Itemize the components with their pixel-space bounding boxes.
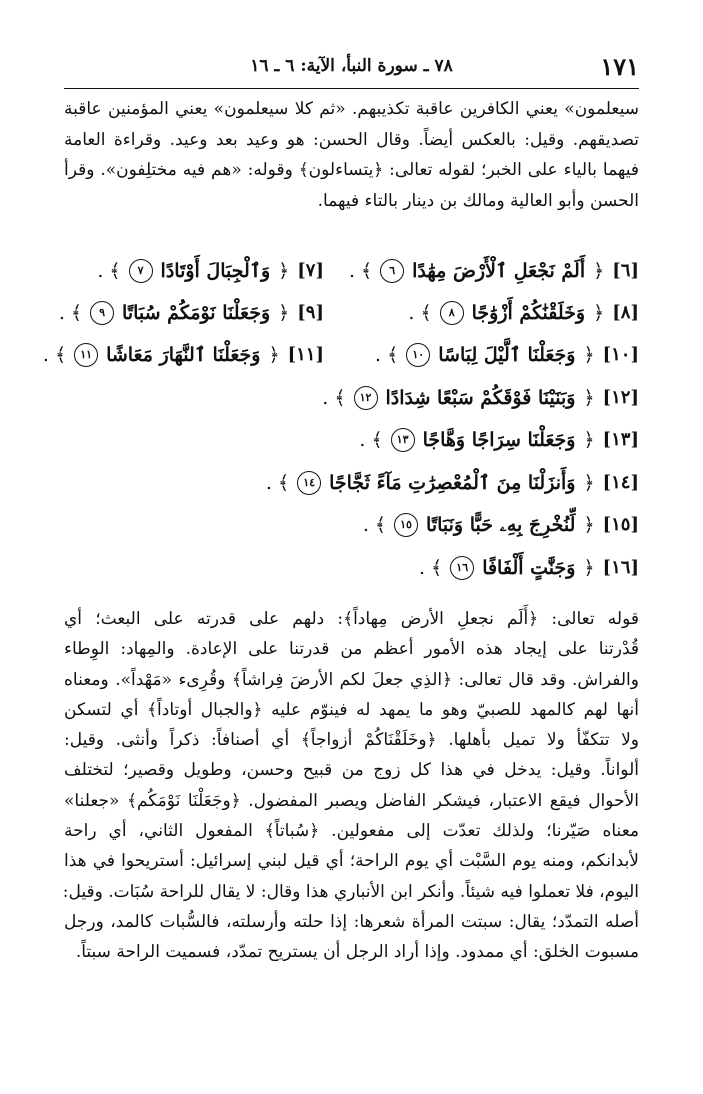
verse-text: وَخَلَقْنَٰكُمْ أَزْوَٰجًا bbox=[471, 302, 586, 324]
ayah-marker-icon: ٦ bbox=[380, 259, 404, 283]
open-bracket: ﴿ bbox=[583, 429, 595, 451]
close-bracket: ﴾ . bbox=[362, 514, 387, 536]
verse-6 bbox=[349, 256, 639, 286]
verse-text: وَجَعَلْنَا نَوْمَكُمْ سُبَاتًا bbox=[122, 302, 271, 324]
ayah-marker-icon: ٧ bbox=[129, 259, 153, 283]
verse-13 bbox=[359, 425, 639, 455]
verse-number: [١٣] bbox=[602, 429, 639, 450]
verse-text: وَأَنزَلْنَا مِنَ ٱلْمُعْصِرَٰتِ مَآءً ثَجَّاجًا bbox=[329, 472, 576, 494]
text-line: قُدْرتنا على إيجاد هذه الأمور أعظم من قدرتنا على الإعادة. والمِهاد: الوِطاء bbox=[64, 639, 639, 660]
text-line: تصديقهم. وقيل: بالعكس أيضاً. وقال الحسن: هو وعيد بعد وعيد. وقراءة العامة bbox=[64, 129, 639, 150]
ayah-marker-icon: ١٥ bbox=[394, 513, 418, 537]
page-number: ١٧١ bbox=[600, 52, 639, 81]
verse-number: [١٦] bbox=[602, 557, 639, 578]
verse-text: وَٱلْجِبَالَ أَوْتَادًا bbox=[160, 260, 271, 282]
close-bracket: ﴾ . bbox=[408, 302, 432, 324]
verse-text: وَجَعَلْنَا ٱلنَّهَارَ مَعَاشًا bbox=[106, 344, 261, 366]
text-line: ولا تتكفّأ ولا تميل بأهلها. ﴿وخَلَقْنَاكُمْ أزواجاً﴾ أي أصنافاً: ذكراً وأنثى. وقيل: bbox=[64, 730, 639, 751]
verse-14 bbox=[266, 468, 639, 498]
verse-number: [١٥] bbox=[602, 514, 639, 535]
text-line: اليوم، فلا تعملوا فيه شيئاً. وأنكر ابن الأنباري هذا وقال: لا يقال للراحة سُبَات. وقيل: bbox=[62, 881, 639, 902]
verse-10 bbox=[375, 340, 639, 370]
open-bracket: ﴿ bbox=[593, 302, 605, 324]
ayah-marker-icon: ١٠ bbox=[406, 343, 430, 367]
open-bracket: ﴿ bbox=[583, 344, 595, 366]
verse-number: [١٤] bbox=[602, 472, 639, 493]
verse-15 bbox=[363, 510, 639, 540]
text-line: الحسن وأبو العالية ومالك بن دينار بالتاء فيهما. bbox=[317, 190, 639, 211]
open-bracket: ﴿ bbox=[593, 260, 605, 282]
ayah-marker-icon: ١٦ bbox=[450, 556, 474, 580]
text-line: فيهما بالياء على الخبر؛ لقوله تعالى: ﴿يتساءلون﴾ وقوله: «هم فيه مختلِفون». وقرأ bbox=[64, 160, 639, 180]
close-bracket: ﴾ . bbox=[322, 387, 346, 409]
tafsir-paragraph bbox=[64, 604, 639, 968]
verses-block bbox=[42, 256, 639, 596]
text-line: قوله تعالى: ﴿أَلَم نجعلِ الأرض مِهاداً﴾: دلهم على قدرته على البعث؛ أي bbox=[64, 609, 639, 629]
verse-number: [٦] bbox=[612, 260, 639, 281]
open-bracket: ﴿ bbox=[268, 344, 280, 366]
close-bracket: ﴾ . bbox=[265, 472, 290, 494]
verse-9 bbox=[59, 298, 324, 328]
close-bracket: ﴾ . bbox=[58, 302, 83, 324]
open-bracket: ﴿ bbox=[583, 387, 595, 409]
text-line: مسبوت الخلق: أي ممدود. وإذا أراد الرجل أن يستريح تمدّد، فسميت الراحة سبتاً. bbox=[75, 942, 639, 963]
verse-number: [١٢] bbox=[602, 387, 639, 408]
text-line: ألواناً. وقيل: يدخل في هذا كل زوج من قبيح وحسن، وطويل وقصير؛ لتختلف bbox=[64, 760, 639, 781]
header-rule bbox=[64, 88, 639, 89]
close-bracket: ﴾ . bbox=[359, 429, 383, 451]
text-line: لأبدانكم، ومنه يوم السَّبْت أي يوم الراحة؛ أي قيل لبني إسرائيل: أستريحوا في هذا bbox=[64, 851, 639, 872]
verse-number: [٨] bbox=[612, 302, 639, 323]
close-bracket: ﴾ . bbox=[348, 260, 373, 282]
intro-paragraph bbox=[64, 94, 639, 216]
running-head: ٧٨ ـ سورة النبأ، الآية: ٦ ـ ١٦ bbox=[250, 56, 453, 76]
ayah-marker-icon: ٩ bbox=[90, 301, 114, 325]
text-line: سيعلمون» يعني الكافرين عاقبة تكذيبهم. «ثم كلا سيعلمون» يعني المؤمنين عاقبة bbox=[64, 99, 639, 119]
verse-text: وَجَعَلْنَا سِرَاجًا وَهَّاجًا bbox=[422, 429, 576, 451]
close-bracket: ﴾ . bbox=[42, 344, 67, 366]
text-line: أصله التمدّد؛ يقال: سبتت المرأة شعرها: إذا حلته وأرسلته، فالسُّبات كالمد، ورجل bbox=[64, 911, 639, 932]
text-line: والفراش. وقد قال تعالى: ﴿الذِي جعلَ لكم الأرضَ فِراشاً﴾ وقُرِىء «مَهْداً». ومعناه bbox=[64, 669, 639, 690]
verse-number: [٧] bbox=[297, 260, 324, 281]
text-line: الأحوال فيقع الاعتبار، فيشكر الفاضل ويصبر المفضول. ﴿وجَعَلْنَا نَوْمَكُم﴾ «جعلنا» bbox=[64, 790, 639, 811]
verse-11 bbox=[43, 340, 324, 370]
verse-text: أَلَمْ نَجْعَلِ ٱلْأَرْضَ مِهَٰدًا bbox=[412, 260, 586, 282]
close-bracket: ﴾ . bbox=[375, 344, 399, 366]
text-line: معناه صَيّرنا؛ ولذلك تعدّت إلى مفعولين. ﴿سُباتاً﴾ المفعول الثاني، أي راحة bbox=[64, 821, 639, 842]
verse-8 bbox=[408, 298, 639, 328]
open-bracket: ﴿ bbox=[278, 302, 290, 324]
verse-number: [١٠] bbox=[602, 344, 639, 365]
ayah-marker-icon: ١١ bbox=[74, 343, 98, 367]
text-line: أنها لهم كالمهد للصبيّ وهو ما يمهد له فينوّم عليه ﴿والجبال أوتاداً﴾ أي لتسكن bbox=[64, 699, 639, 720]
page-header bbox=[64, 44, 639, 88]
verse-16 bbox=[419, 553, 639, 583]
verse-text: وَجَنَّٰتٍ أَلْفَافًا bbox=[482, 557, 576, 579]
open-bracket: ﴿ bbox=[583, 514, 595, 536]
open-bracket: ﴿ bbox=[278, 260, 290, 282]
open-bracket: ﴿ bbox=[583, 472, 595, 494]
verse-number: [١١] bbox=[287, 344, 324, 365]
verse-text: وَبَنَيْنَا فَوْقَكُمْ سَبْعًا شِدَادًا bbox=[385, 387, 576, 409]
verse-12 bbox=[322, 383, 639, 413]
verse-text: وَجَعَلْنَا ٱلَّيْلَ لِبَاسًا bbox=[438, 344, 576, 366]
ayah-marker-icon: ١٣ bbox=[391, 428, 415, 452]
close-bracket: ﴾ . bbox=[97, 260, 121, 282]
ayah-marker-icon: ٨ bbox=[440, 301, 464, 325]
verse-text: لِّنُخْرِجَ بِهِۦ حَبًّا وَنَبَاتًا bbox=[426, 514, 576, 536]
ayah-marker-icon: ١٢ bbox=[354, 386, 378, 410]
verse-number: [٩] bbox=[297, 302, 324, 323]
open-bracket: ﴿ bbox=[583, 557, 595, 579]
close-bracket: ﴾ . bbox=[418, 557, 443, 579]
verse-7 bbox=[97, 256, 324, 286]
ayah-marker-icon: ١٤ bbox=[297, 471, 321, 495]
